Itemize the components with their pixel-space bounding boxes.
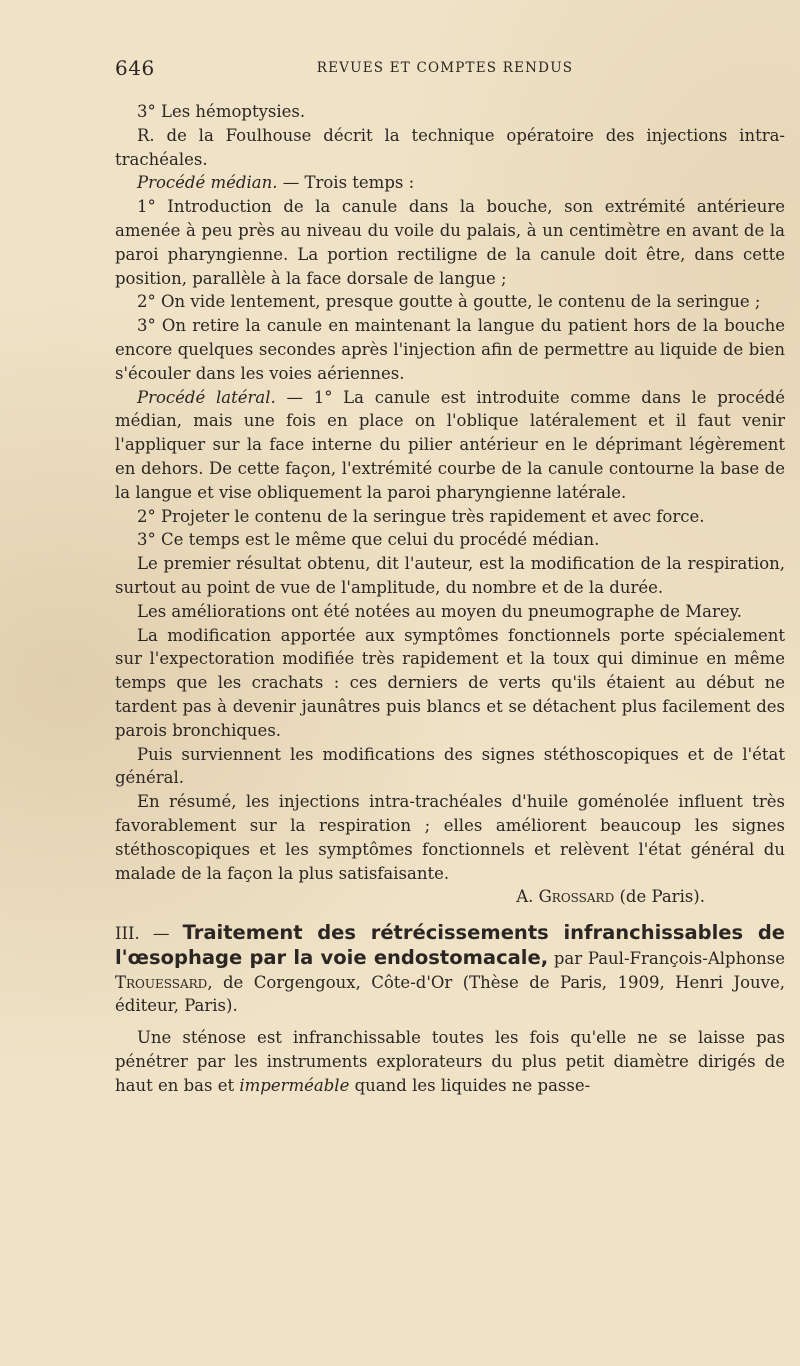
italic-label: Procédé médian. [137, 173, 278, 193]
paragraph: 2° Projeter le contenu de la seringue très rapidement et avec force. [137, 506, 705, 526]
spacer [115, 1018, 785, 1026]
author-signature: A. Grossard (de Paris). [516, 887, 705, 907]
paragraph: 1° Introduction de la canule dans la bouche, son extrémité antérieure amenée à peu près au niveau du voile du palais, à un centimètre en avant de la paroi pharyngienne. La portion rectiligne de la canule doit être, dans cette position, parallèle à la face dorsale de langue ; [115, 197, 785, 288]
paragraph: 3° Les hémoptysies. [137, 102, 306, 121]
paragraph: La modification apportée aux symptômes fonctionnels porte spécialement sur l'expectoration modifiée très rapidement et la toux qui diminue en même temps que les crachats : ces derniers de verts qu'ils étaient au début ne tardent pas à devenir jaunâtres puis blancs et se détachent plus facilement des parois bronchiques. [115, 625, 785, 740]
page-number: 646 [115, 56, 155, 80]
running-head [115, 56, 775, 86]
journal-title: REVUES ET COMPTES RENDUS [316, 60, 574, 76]
paragraph: Les améliorations ont été notées au moyen du pneumographe de Marey. [137, 601, 743, 621]
paragraph: Le premier résultat obtenu, dit l'auteur, est la modification de la respiration, surtout au point de vue de l'amplitude, du nombre et de la durée. [115, 554, 785, 597]
paragraph: 3° On retire la canule en maintenant la langue du patient hors de la bouche encore quelques secondes après l'injection afin de permettre au liquide de bien s'écouler dans les voies aériennes. [115, 316, 785, 383]
paragraph: 3° Ce temps est le même que celui du procédé médian. [137, 530, 600, 550]
section-heading: III. — Traitement des rétrécissements infranchissables de l'œsophage par la voie endostomacale, par Paul-François-Alphonse Trouessard, de Corgengoux, Côte-d'Or (Thèse de Paris, 1909, Henri Jouve, éditeur, Paris). [115, 921, 785, 1016]
paragraph: Procédé médian. — Trois temps : [137, 173, 415, 193]
spacer [115, 909, 785, 921]
paragraph: Puis surviennent les modifications des signes stéthoscopiques et de l'état général. [115, 744, 785, 788]
paragraph: Procédé latéral. — 1° La canule est introduite comme dans le procédé médian, mais une fois en place on l'oblique latéralement et il faut venir l'appliquer sur la face interne du pilier antérieur en le déprimant légèrement en dehors. De cette façon, l'extrémité courbe de la canule contourne la base de la langue et vise obliquement la paroi pharyngienne latérale. [115, 387, 786, 502]
paragraph: En résumé, les injections intra-trachéales d'huile goménolée influent très favorablement sur la respiration ; elles améliorent beaucoup les signes stéthoscopiques et les symptômes fonctionnels et relèvent l'état général du malade de la façon la plus satisfaisante. [115, 792, 785, 883]
italic-label: Procédé latéral. [137, 387, 276, 407]
section-title: Traitement des rétrécissements infranchissables de l'œsophage par la voie endostomacale, [115, 921, 785, 969]
article-body [115, 100, 785, 1098]
paragraph: R. de la Foulhouse décrit la technique opératoire des injections intra-trachéales. [115, 125, 785, 169]
author-name: Trouessard [115, 972, 208, 992]
paragraph: Une sténose est infranchissable toutes les fois qu'elle ne se laisse pas pénétrer par les instruments explorateurs du plus petit diamètre dirigés de haut en bas et imperméable quand les liquides ne passe- [115, 1028, 785, 1095]
paragraph: 2° On vide lentement, presque goutte à goutte, le contenu de la seringue ; [137, 292, 761, 312]
